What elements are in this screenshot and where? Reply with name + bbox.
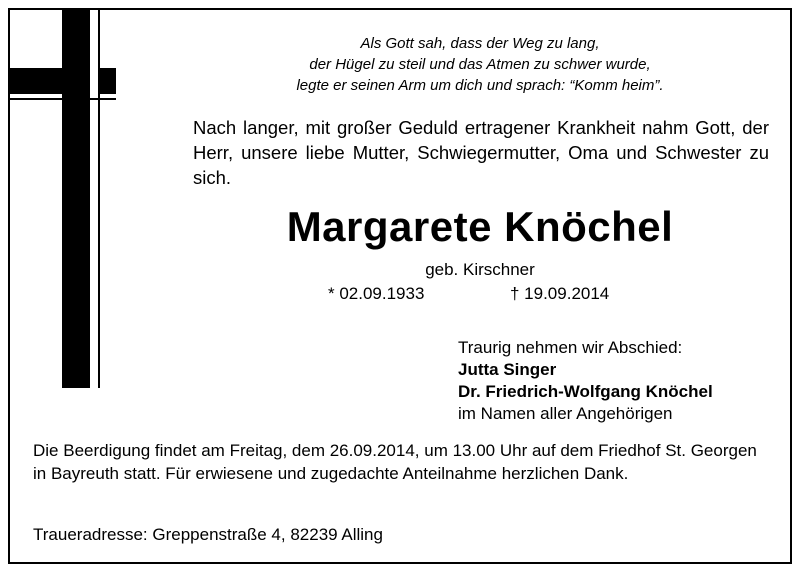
funeral-notice: Die Beerdigung findet am Freitag, dem 26.09.2014, um 13.00 Uhr auf dem Friedhof St. Georgen in Bayreuth statt. Für erwiesene und zugedachte Anteilnahme herzlichen Dank. xyxy=(33,441,757,483)
mourners-heading: Traurig nehmen wir Abschied: xyxy=(458,338,683,357)
mourners-block xyxy=(458,337,713,425)
mourner-name: Jutta Singer xyxy=(458,360,557,379)
maiden-name: geb. Kirschner xyxy=(425,260,535,279)
mourners-closing: im Namen aller Angehörigen xyxy=(458,404,673,423)
death-date: † 19.09.2014 xyxy=(510,284,610,303)
poem-line: der Hügel zu steil und das Atmen zu schwer wurde, xyxy=(309,56,651,73)
poem xyxy=(230,33,730,96)
deceased-name: Margarete Knöchel xyxy=(286,203,674,250)
mourning-address: Traueradresse: Greppenstraße 4, 82239 Alling xyxy=(33,525,383,544)
mourner-name: Dr. Friedrich-Wolfgang Knöchel xyxy=(458,382,713,401)
poem-line: Als Gott sah, dass der Weg zu lang, xyxy=(360,35,600,52)
intro-text: Nach langer, mit großer Geduld ertragener Krankheit nahm Gott, der Herr, unsere liebe Mutter, Schwiegermutter, Oma und Schwester zu sich. xyxy=(193,117,769,188)
poem-line: legte er seinen Arm um dich und sprach: “Komm heim”. xyxy=(296,77,664,94)
birth-date: * 02.09.1933 xyxy=(328,284,425,303)
